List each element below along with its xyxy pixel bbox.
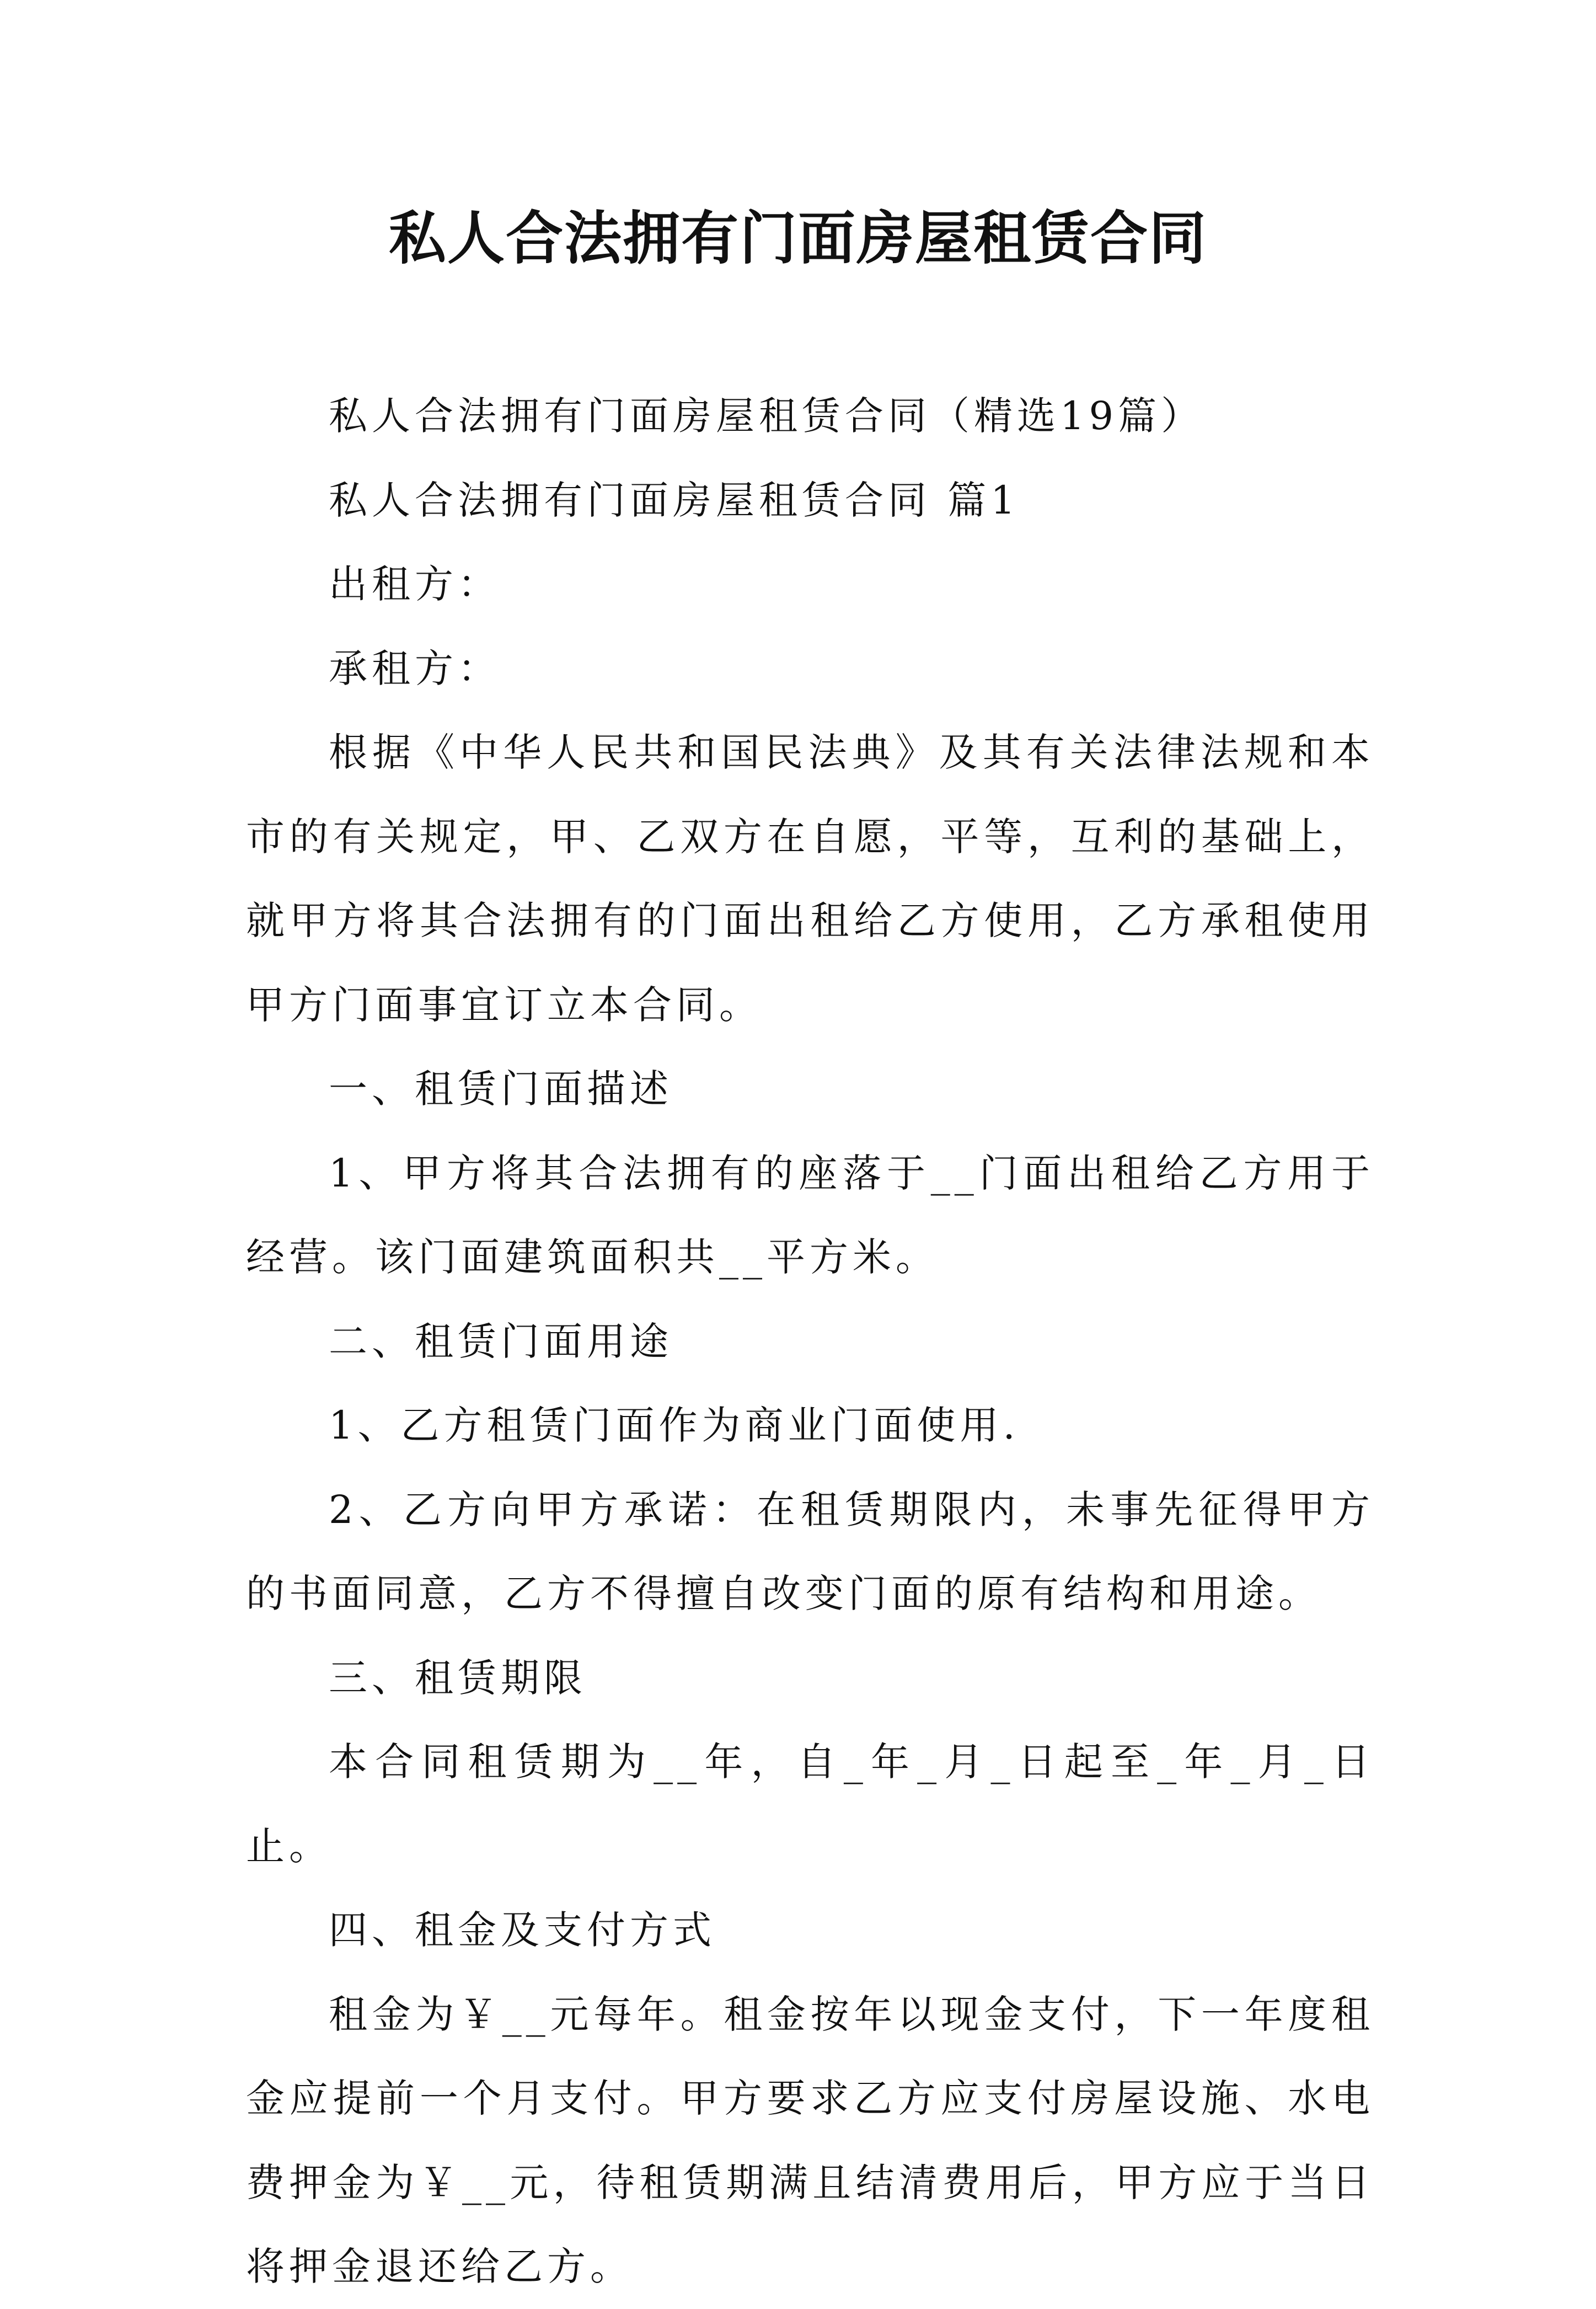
paragraph-section-heading: 私人合法拥有门面房屋租赁合同 篇1 <box>329 477 1020 523</box>
heading-clause-2: 二、租赁门面用途 <box>329 1318 673 1364</box>
document-body <box>246 374 1374 2309</box>
heading-clause-4: 四、租金及支付方式 <box>329 1907 716 1953</box>
paragraph-subtitle: 私人合法拥有门面房屋租赁合同（精选19篇） <box>329 393 1204 439</box>
heading-clause-3: 三、租赁期限 <box>329 1655 587 1701</box>
paragraph-preamble: 根据《中华人民共和国民法典》及其有关法律法规和本市的有关规定，甲、乙双方在自愿，平等，互利的基础上，就甲方将其合法拥有的门面出租给乙方使用，乙方承租使用甲方门面事宜订立本合同。 <box>246 730 1374 1028</box>
document-title: 私人合法拥有门面房屋租赁合同 <box>388 204 1207 272</box>
heading-clause-1: 一、租赁门面描述 <box>329 1066 673 1111</box>
paragraph-lessor: 出租方： <box>329 562 501 607</box>
paragraph-clause-2-1: 1、乙方租赁门面作为商业门面使用. <box>329 1403 1020 1448</box>
paragraph-clause-4-1: 租金为￥__元每年。租金按年以现金支付，下一年度租金应提前一个月支付。甲方要求乙方应支付房屋设施、水电费押金为￥__元，待租赁期满且结清费用后，甲方应于当日将押金退还给乙方。 <box>246 1991 1374 2289</box>
paragraph-lessee: 承租方： <box>329 645 501 691</box>
paragraph-clause-1-1: 1、甲方将其合法拥有的座落于__门面出租给乙方用于经营。该门面建筑面积共__平方米。 <box>246 1150 1374 1280</box>
paragraph-clause-3-1: 本合同租赁期为__年，自_年_月_日起至_年_月_日止。 <box>246 1739 1374 1869</box>
paragraph-clause-2-2: 2、乙方向甲方承诺：在租赁期限内，未事先征得甲方的书面同意，乙方不得擅自改变门面的原有结构和用途。 <box>246 1487 1374 1616</box>
